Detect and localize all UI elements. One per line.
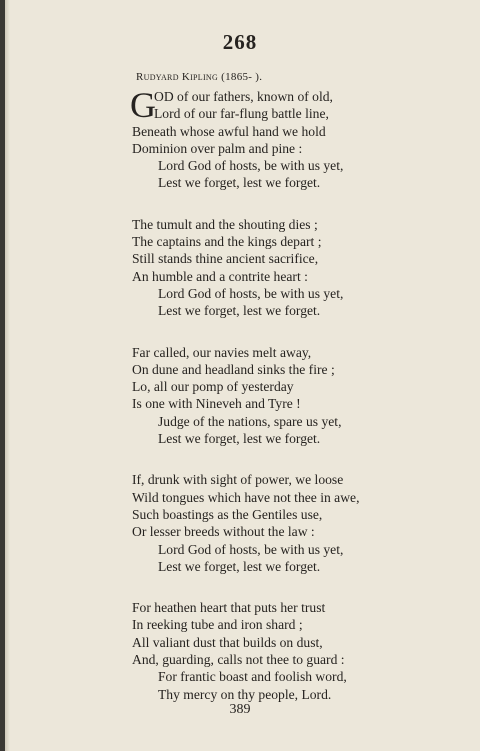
refrain-line: Judge of the nations, spare us yet, bbox=[158, 413, 342, 429]
poem-line: In reeking tube and iron shard ; bbox=[132, 617, 303, 633]
poem-line: Is one with Nineveh and Tyre ! bbox=[132, 396, 301, 412]
poem-line: For heathen heart that puts her trust bbox=[132, 600, 326, 616]
refrain-line: Lest we forget, lest we forget. bbox=[158, 431, 321, 447]
stanza-3 bbox=[132, 344, 472, 448]
refrain-line: For frantic boast and foolish word, bbox=[158, 669, 347, 685]
poem-line: The captains and the kings depart ; bbox=[132, 234, 322, 250]
poem-line: Still stands thine ancient sacrifice, bbox=[132, 251, 319, 267]
refrain-line: Lord God of hosts, be with us yet, bbox=[158, 285, 344, 301]
refrain-line: Lest we forget, lest we forget. bbox=[158, 175, 321, 191]
page-number: 389 bbox=[229, 702, 251, 717]
poem-line: The tumult and the shouting dies ; bbox=[132, 216, 318, 232]
poem-line: On dune and headland sinks the fire ; bbox=[132, 361, 335, 377]
poem-line: Dominion over palm and pine : bbox=[132, 140, 303, 156]
poem-line: Or lesser breeds without the law : bbox=[132, 524, 315, 540]
page-gutter-shadow bbox=[5, 0, 10, 751]
refrain-line: Thy mercy on thy people, Lord. bbox=[158, 686, 332, 702]
refrain-line: Lord God of hosts, be with us yet, bbox=[158, 158, 344, 174]
author-attribution: Rudyard Kipling (1865- ). bbox=[136, 71, 263, 83]
refrain-line: Lest we forget, lest we forget. bbox=[158, 558, 321, 574]
stanza-1 bbox=[130, 85, 472, 192]
poem-line: If, drunk with sight of power, we loose bbox=[132, 472, 344, 488]
poem-body bbox=[130, 85, 472, 727]
poem-line: Lo, all our pomp of yesterday bbox=[132, 379, 294, 395]
drop-cap: G bbox=[130, 85, 156, 125]
stanza-2 bbox=[132, 216, 472, 320]
poem-line-text: OD of our fathers, known of old, bbox=[154, 89, 333, 104]
stanza-5 bbox=[132, 599, 472, 703]
poem-line: Wild tongues which have not thee in awe, bbox=[132, 489, 360, 505]
poem-line: And, guarding, calls not thee to guard : bbox=[132, 652, 345, 668]
poem-line: Such boastings as the Gentiles use, bbox=[132, 506, 323, 522]
refrain-line: Lest we forget, lest we forget. bbox=[158, 303, 321, 319]
hymn-number: 268 bbox=[222, 30, 258, 54]
poem-line: Far called, our navies melt away, bbox=[132, 344, 312, 360]
poem-line: All valiant dust that builds on dust, bbox=[132, 634, 323, 650]
stanza-4 bbox=[132, 471, 472, 575]
poem-line-text: Lord of our far-flung battle line, bbox=[154, 106, 329, 122]
refrain-line: Lord God of hosts, be with us yet, bbox=[158, 541, 344, 557]
poem-line: Beneath whose awful hand we hold bbox=[132, 123, 326, 139]
poem-line bbox=[132, 105, 472, 122]
poem-line: An humble and a contrite heart : bbox=[132, 268, 308, 284]
